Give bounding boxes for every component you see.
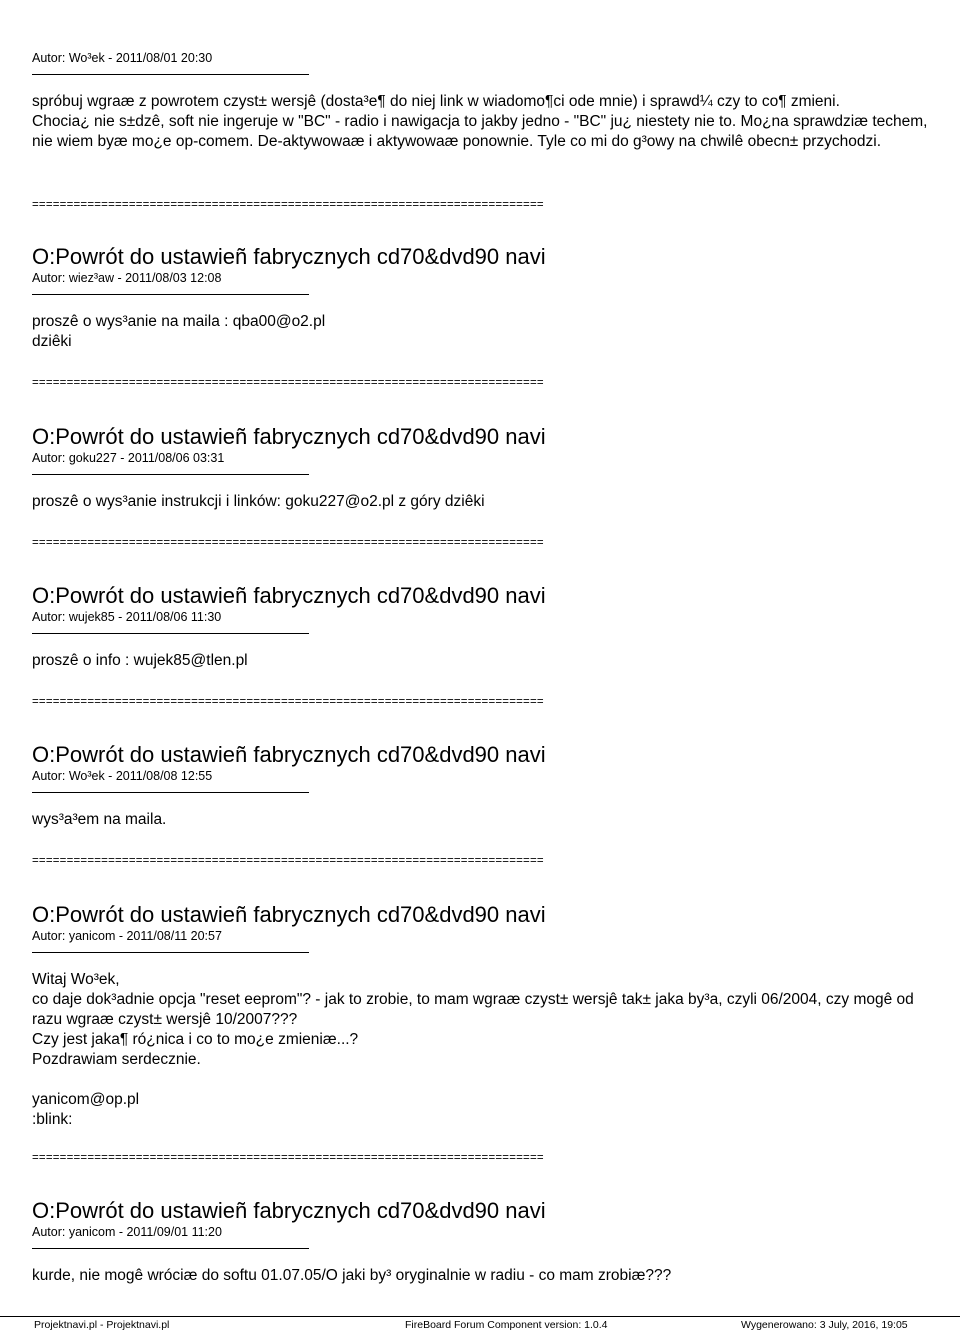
post-title: O:Powrót do ustawieñ fabrycznych cd70&dvd90 navi: [32, 742, 546, 767]
post-line: co daje dok³adnie opcja "reset eeprom"? - jak to zrobie, to mam wgraæ czyst± wersjê tak± jaka by³a, czyli 06/2004, czy mogê od razu wgraæ czyst± wersjê 10/2007???: [32, 991, 914, 1028]
post-body: [32, 92, 932, 152]
post-body: [32, 1266, 932, 1286]
post-line: kurde, nie mogê wróciæ do softu 01.07.05/O jaki by³ oryginalnie w radiu - co mam zrobiæ???: [32, 1267, 672, 1284]
post-line: Pozdrawiam serdecznie.: [32, 1051, 201, 1068]
post-separator: ==========================================================================: [32, 199, 544, 211]
post-body: [32, 970, 932, 1130]
author-divider: [32, 1248, 309, 1249]
post-line: proszê o wys³anie na maila : qba00@o2.pl: [32, 313, 326, 330]
author-divider: [32, 294, 309, 295]
footer-generated-date: Wygenerowano: 3 July, 2016, 19:05: [741, 1319, 908, 1331]
post-line: dziêki: [32, 333, 72, 350]
post-4: [32, 742, 932, 830]
post-1: [32, 244, 932, 352]
post-line-blank: [32, 1070, 932, 1090]
post-line: proszê o info : wujek85@tlen.pl: [32, 652, 248, 669]
post-separator: ==========================================================================: [32, 377, 544, 389]
post-line: :blink:: [32, 1111, 73, 1128]
footer-site-name: Projektnavi.pl - Projektnavi.pl: [34, 1319, 170, 1331]
post-separator: ==========================================================================: [32, 696, 544, 708]
post-author: Autor: wiez³aw - 2011/08/03 12:08: [32, 271, 222, 285]
post-line: Czy jest jaka¶ ró¿nica i co to mo¿e zmieniæ...?: [32, 1031, 359, 1048]
post-line: yanicom@op.pl: [32, 1091, 140, 1108]
post-body: [32, 651, 932, 671]
post-line: wys³a³em na maila.: [32, 811, 167, 828]
post-author: Autor: yanicom - 2011/09/01 11:20: [32, 1225, 222, 1239]
post-title: O:Powrót do ustawieñ fabrycznych cd70&dvd90 navi: [32, 1198, 546, 1223]
post-2: [32, 424, 932, 512]
post-line: proszê o wys³anie instrukcji i linków: goku227@o2.pl z góry dziêki: [32, 493, 485, 510]
post-0: [32, 50, 932, 152]
post-author: Autor: yanicom - 2011/08/11 20:57: [32, 929, 222, 943]
author-divider: [32, 74, 309, 75]
page-footer: [0, 1316, 960, 1333]
author-divider: [32, 474, 309, 475]
post-title: O:Powrót do ustawieñ fabrycznych cd70&dvd90 navi: [32, 424, 546, 449]
post-separator: ==========================================================================: [32, 537, 544, 549]
post-author: Autor: wujek85 - 2011/08/06 11:30: [32, 610, 222, 624]
post-title: O:Powrót do ustawieñ fabrycznych cd70&dvd90 navi: [32, 583, 546, 608]
post-line: Chocia¿ nie s±dzê, soft nie ingeruje w "BC" - radio i nawigacja to jakby jedno - "BC" ju¿ niestety nie to. Mo¿na sprawdziæ techem, nie wiem byæ mo¿e op-comem. De-aktywowaæ i aktywowaæ ponownie. Tyle co mi do g³owy na chwilê obecn± przychodzi.: [32, 113, 928, 150]
post-separator: ==========================================================================: [32, 855, 544, 867]
post-line: spróbuj wgraæ z powrotem czyst± wersjê (dosta³e¶ do niej link w wiadomo¶ci ode mnie) i sprawd¼ czy to co¶ zmieni.: [32, 93, 840, 110]
post-body: [32, 492, 932, 512]
post-6: [32, 1198, 932, 1286]
post-separator: ==========================================================================: [32, 1152, 544, 1164]
post-5: [32, 902, 932, 1130]
author-divider: [32, 633, 309, 634]
post-body: [32, 810, 932, 830]
author-divider: [32, 792, 309, 793]
post-author: Autor: Wo³ek - 2011/08/01 20:30: [32, 51, 213, 65]
post-body: [32, 312, 932, 352]
footer-component-version: FireBoard Forum Component version: 1.0.4: [405, 1319, 608, 1331]
post-line: Witaj Wo³ek,: [32, 971, 120, 988]
post-title: O:Powrót do ustawieñ fabrycznych cd70&dvd90 navi: [32, 244, 546, 269]
post-author: Autor: Wo³ek - 2011/08/08 12:55: [32, 769, 213, 783]
post-title: O:Powrót do ustawieñ fabrycznych cd70&dvd90 navi: [32, 902, 546, 927]
post-author: Autor: goku227 - 2011/08/06 03:31: [32, 451, 225, 465]
author-divider: [32, 952, 309, 953]
post-3: [32, 583, 932, 671]
